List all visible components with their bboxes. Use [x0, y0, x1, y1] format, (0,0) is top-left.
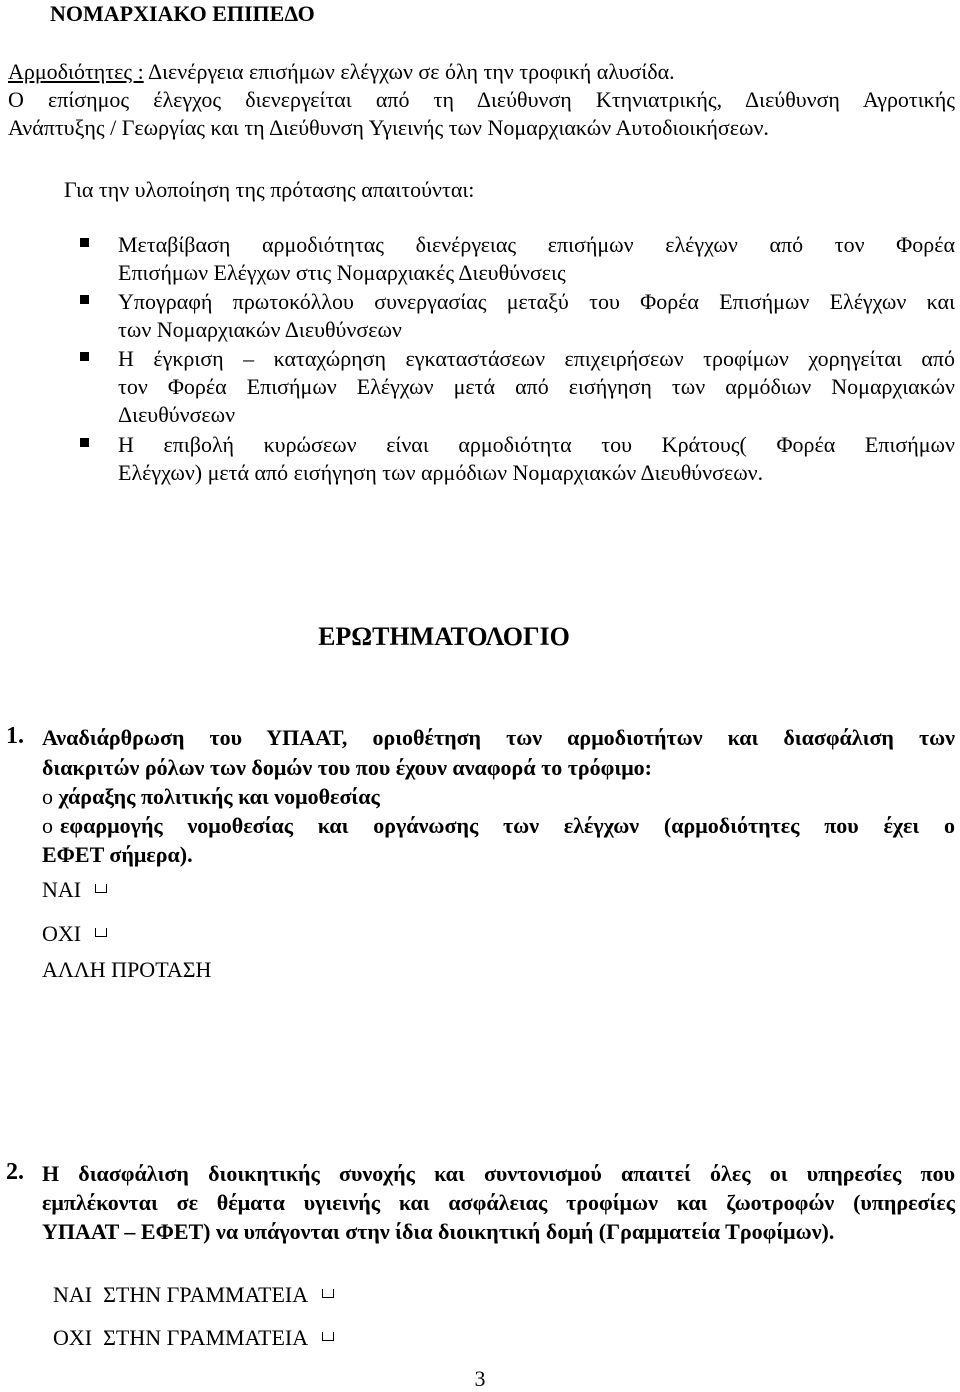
requirement-3-line-2: τον Φορέα Επισήμων Ελέγχων μετά από εισήγηση των αρμόδιων Νομαρχιακών	[118, 374, 955, 399]
question-1-line-1: Αναδιάρθρωση του ΥΠΑΑΤ, οριοθέτηση των αρμοδιοτήτων και διασφάλιση των	[42, 725, 955, 750]
requirement-2-line-1: Υπογραφή πρωτοκόλλου συνεργασίας μεταξύ του Φορέα Επισήμων Ελέγχων και	[118, 289, 955, 314]
requirement-2-line-2: των Νομαρχιακών Διευθύνσεων	[118, 317, 402, 342]
section-title: ΝΟΜΑΡΧΙΑΚΟ ΕΠΙΠΕΔΟ	[50, 1, 315, 26]
question-1-sub-2-line-2: ΕΦΕΤ σήμερα).	[42, 842, 193, 867]
requirement-3-line-1: Η έγκριση – καταχώρηση εγκαταστάσεων επιχειρήσεων τροφίμων χορηγείται από	[118, 346, 955, 371]
competences-text: Διενέργεια επισήμων ελέγχων σε όλη την τροφική αλυσίδα.	[143, 59, 675, 84]
checkbox-icon[interactable]	[95, 928, 107, 937]
q1-option-no-label: ΟΧΙ	[42, 921, 82, 946]
q1-option-yes[interactable]	[42, 876, 107, 904]
page-number: 3	[474, 1366, 486, 1391]
question-2-line-1: Η διασφάλιση διοικητικής συνοχής και συντονισμού απαιτεί όλες οι υπηρεσίες που	[42, 1161, 955, 1186]
bullet-icon	[80, 295, 89, 304]
competences-line	[8, 58, 675, 86]
requirement-4-line-1: Η επιβολή κυρώσεων είναι αρμοδιότητα του Κράτους( Φορέα Επισήμων	[118, 432, 955, 457]
question-1-sub-1	[42, 783, 380, 811]
q2-option-no-label: ΟΧΙ ΣΤΗΝ ΓΡΑΜΜΑΤΕΙΑ	[53, 1325, 309, 1350]
question-2-number: 2.	[6, 1159, 24, 1185]
question-2-line-2: εμπλέκονται σε θέματα υγιεινής και ασφάλειας τροφίμων και ζωοτροφών (υπηρεσίες	[42, 1190, 955, 1215]
q1-option-no[interactable]	[42, 920, 107, 948]
requirement-1-line-1: Μεταβίβαση αρμοδιότητας διενέργειας επισήμων ελέγχων από τον Φορέα	[118, 232, 955, 257]
question-1-sub-2-line-1: εφαρμογής νομοθεσίας και οργάνωσης των ελέγχων (αρμοδιότητες που έχει ο	[60, 813, 955, 838]
requirement-4-line-2: Ελέγχων) μετά από εισήγηση των αρμόδιων Νομαρχιακών Διευθύνσεων.	[118, 460, 764, 485]
requirement-1-line-2: Επισήμων Ελέγχων στις Νομαρχιακές Διευθύνσεις	[118, 260, 566, 285]
bullet-icon	[80, 438, 89, 447]
questionnaire-title: ΕΡΩΤΗΜΑΤΟΛΟΓΙΟ	[318, 622, 570, 651]
checkbox-icon[interactable]	[322, 1332, 334, 1341]
q1-option-yes-label: ΝΑΙ	[42, 877, 82, 902]
q2-option-yes-label: ΝΑΙ ΣΤΗΝ ΓΡΑΜΜΑΤΕΙΑ	[53, 1282, 309, 1307]
sub-1-text: χάραξης πολιτικής και νομοθεσίας	[58, 784, 380, 809]
bullet-icon	[80, 352, 89, 361]
intro-line-1: Ο επίσημος έλεγχος διενεργείται από τη Διεύθυνση Κτηνιατρικής, Διεύθυνση Αγροτικής	[8, 87, 955, 112]
checkbox-icon[interactable]	[95, 884, 107, 893]
requirement-3-line-3: Διευθύνσεων	[118, 402, 236, 427]
question-1-number: 1.	[6, 723, 24, 749]
sub-marker: o	[42, 784, 53, 809]
q2-option-no[interactable]	[42, 1296, 334, 1352]
question-1-line-2: διακριτών ρόλων των δομών του που έχουν αναφορά το τρόφιμο:	[42, 755, 652, 780]
intro-line-2: Ανάπτυξης / Γεωργίας και τη Διεύθυνση Υγιεινής των Νομαρχιακών Αυτοδιοικήσεων.	[8, 115, 769, 140]
competences-label: Αρμοδιότητες :	[8, 59, 144, 84]
bullet-icon	[80, 238, 89, 247]
requirements-heading: Για την υλοποίηση της πρότασης απαιτούνται:	[64, 177, 475, 202]
q1-other-proposal: ΑΛΛΗ ΠΡΟΤΑΣΗ	[42, 957, 212, 982]
question-2-line-3: ΥΠΑΑΤ – ΕΦΕΤ) να υπάγονται στην ίδια διοικητική δομή (Γραμματεία Τροφίμων).	[42, 1219, 835, 1244]
sub-2-marker: o	[42, 813, 53, 838]
